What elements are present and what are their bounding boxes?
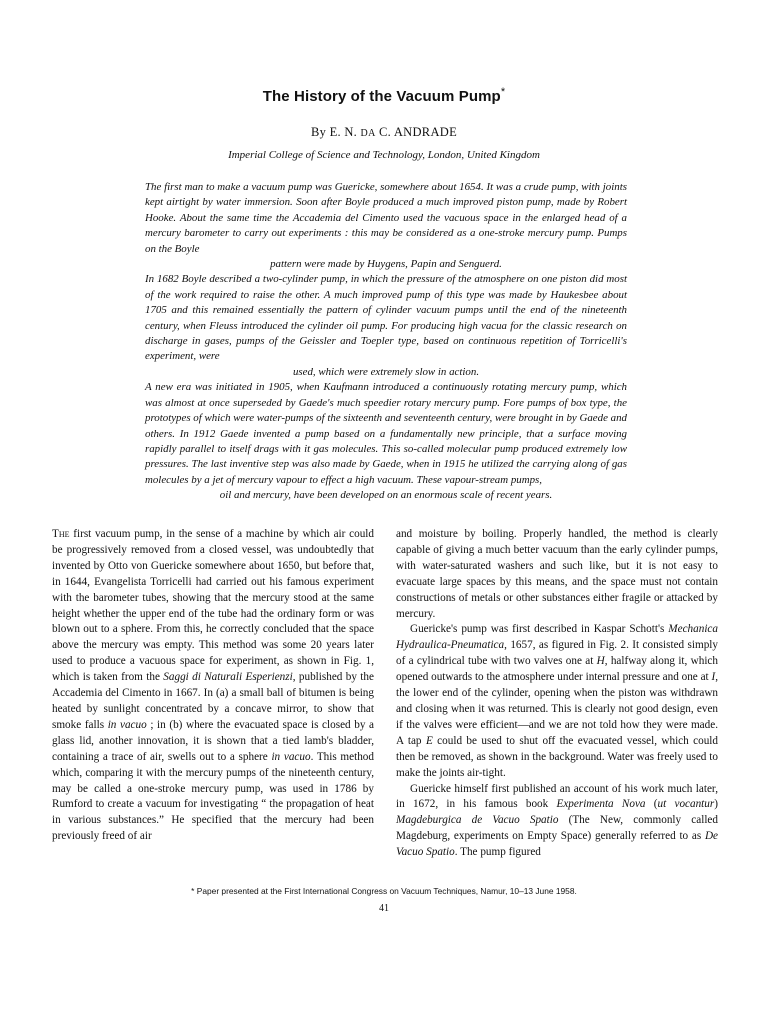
author-particle: DA	[360, 128, 376, 139]
body-text: and moisture by boiling. Properly handled, the method is clearly capable of giving a much better vacuum than the early cylinder pumps, with water-saturated washers and such like, but it is not easy to evacuate large spaces by this means, and the space must not contain constructions of metals or other substances either fragile or attacked by mercury.	[396, 528, 718, 620]
body-text: could be used to shut off the evacuated vessel, which could then be removed, as shown in the background. Water was freely used to make the joints air-tight.	[396, 734, 718, 779]
body-text: first vacuum pump, in the sense of a machine by which air could be progressively removed from a closed vessel, was undoubtedly that invented by Otto von Guericke somewhere about 1650, but before that, in 1644, Evangelista Torricelli had carried out his famous experiment with the barometer tubes, showing that the mercury stood at the same height whether the upper end of the tube had the ordinary form or was blown out to a sphere. From this, he correctly concluded that the space above the mercury was empty. This method was some 20 years later used to produce a vacuous space for experiment, as shown in Fig. 1, which is taken from the	[52, 528, 374, 684]
italic-title: Mechanica Hydraulica-Pneumatica	[396, 623, 718, 652]
body-text: Guericke himself first published an account of his work much later, in 1672, in his famous book	[396, 782, 718, 811]
opening-word: The	[52, 528, 70, 540]
body-paragraph	[52, 527, 374, 845]
body-text: . The pump figured	[454, 846, 541, 859]
footnote-marker: *	[500, 86, 506, 98]
page-number: 41	[379, 903, 389, 914]
abstract-paragraph	[145, 180, 627, 272]
italic-symbol: H	[596, 655, 605, 668]
italic-title: Saggi di Naturali Esperienzi	[163, 671, 293, 684]
italic-phrase: in vacuo	[107, 718, 147, 731]
body-text: ; in (b) where the evacuated space is closed by a glass lid, another innovation, it is shown that a tied lamb's bladder, containing a trace of air, swells out to a sphere	[52, 718, 374, 763]
author-surname: C. ANDRADE	[379, 125, 458, 139]
italic-phrase: ut vocantur	[657, 798, 715, 811]
abstract-paragraph	[145, 272, 627, 380]
author-prefix: By	[310, 125, 327, 139]
body-text: , halfway along it, which opened outwards to the atmosphere under internal pressure and one at	[396, 655, 718, 684]
abstract-text: The first man to make a vacuum pump was Guericke, somewhere about 1654. It was a crude pump, with joints kept airtight by water immersion. Soon after Boyle produced a much improved piston pump, made by Robert Hooke. About the same time the Accademia del Cimento used the vacuous space in the enlarged head of a mercury barometer to carry out experiments : this may be considered as a one-stroke mercury pump. Pumps on the Boyle	[145, 181, 627, 255]
abstract-text: In 1682 Boyle described a two-cylinder pump, in which the pressure of the atmosphere on one piston did most of the work required to raise the other. A much improved pump of this type was made by Haukesbee about 1705 and this remained essentially the pattern of cylinder vacuum pumps until the end of the nineteenth century, when Fleuss introduced the cylinder oil pump. For producing high vacua for the classic research on discharge in gases, pumps of the Geissler and Toepler type, based on continuous repetition of Torricelli's experiment, were	[145, 273, 627, 363]
body-text: (The New, commonly called Magdeburg, experiments on Empty Space) generally referred to as	[396, 814, 718, 843]
abstract-text: A new era was initiated in 1905, when Kaufmann introduced a continuously rotating mercury pump, which was almost at once superseded by Gaede's much speedier rotary mercury pump. Fore pumps of box type, the prototypes of which were water-pumps of the sixteenth and seventeenth century, were brought in by Gaede and others. In 1912 Gaede invented a pump based on a fundamentally new principle, that a surface moving rapidly parallel to itself drags with it gas molecules. This so-called molecular pump produced extremely low pressures. The last inventive step was also made by Gaede, when in 1915 he utilized the carrying along of gas molecules by a jet of mercury vapour to effect a high vacuum. These vapour-stream pumps,	[145, 381, 627, 486]
body-text: )	[714, 798, 718, 811]
body-text: Guericke's pump was first described in Kaspar Schott's	[410, 623, 669, 636]
body-text: . This method which, comparing it with the mercury pumps of the nineteenth century, may be called a one-stroke mercury pump, was used in 1786 by Rumford to create a vacuum for investigating “ the propagation of heat in various substances.” He specified that the mercury had been previously freed of air	[52, 750, 374, 843]
italic-symbol: E	[425, 734, 433, 747]
body-text: , published by the Accademia del Cimento in 1667. In (a) a small ball of bitumen is being heated by sunlight concentrated by a concave mirror, to show that smoke falls	[52, 671, 374, 731]
affiliation: Imperial College of Science and Technology, London, United Kingdom	[228, 149, 540, 161]
abstract	[145, 180, 627, 504]
title-text: The History of the Vacuum Pump	[262, 88, 501, 105]
body-paragraph	[396, 622, 718, 781]
abstract-paragraph	[145, 380, 627, 503]
body-column-left	[52, 527, 374, 845]
abstract-text: pattern were made by Huygens, Papin and Senguerd.	[270, 258, 502, 271]
body-text: , 1657, as figured in Fig. 2. It consisted simply of a cylindrical tube with two valves one at	[396, 639, 718, 668]
italic-symbol: I	[711, 671, 716, 684]
italic-phrase: in vacuo	[271, 750, 311, 763]
body-paragraph	[396, 782, 718, 862]
abstract-text: oil and mercury, have been developed on an enormous scale of recent years.	[219, 489, 553, 502]
author-initials: E. N.	[329, 125, 358, 139]
body-text: (	[645, 798, 658, 811]
body-column-right	[396, 527, 718, 861]
italic-title: Experimenta Nova	[556, 798, 646, 811]
body-paragraph	[396, 527, 718, 622]
italic-title: Magdeburgica de Vacuo Spatio	[396, 814, 559, 827]
abstract-text: used, which were extremely slow in action.	[292, 365, 480, 378]
footnote: * Paper presented at the First International Congress on Vacuum Techniques, Namur, 10–13 June 1958.	[191, 886, 577, 896]
italic-title: De Vacuo Spatio	[396, 830, 718, 859]
paper-title	[0, 86, 768, 105]
body-text: , the lower end of the cylinder, opening when the piston was withdrawn and closing when it was returned. This is clearly not good design, even if the valves were efficient—and we are not told how they were made. A tap	[396, 671, 718, 747]
author-line	[0, 125, 768, 140]
